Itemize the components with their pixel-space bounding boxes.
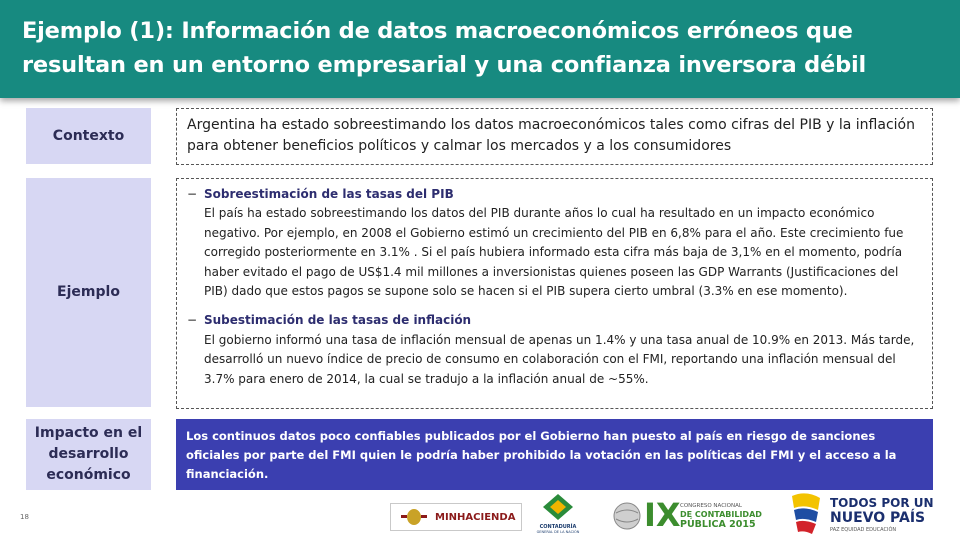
ejemplo-item-body: El país ha estado sobreestimando los datos del PIB durante años lo cual ha resultado en un impacto económico negativo. Por ejemplo, en 2008 el Gobierno estimó un crecimiento del PIB en 6,8% para el año. Este crecimiento fue corregido posteriormente en 3.1% . Si el país hubiera informado esta cifra más baja de 3,1% en el momento, podría haber evitado el pago de US$1.4 mil millones a inversionistas quienes poseen las GDP Warrants (Justificaciones del PIB) dado que estos pagos se supone solo se hacen si el PIB supera cierto umbral (3.3% en ese momento). — [204, 206, 904, 299]
ejemplo-item-inflacion — [187, 311, 922, 389]
congreso-line2: DE CONTABILIDAD — [680, 510, 762, 519]
colombia-flag-emblem-icon — [788, 492, 824, 536]
ejemplo-item-heading: Subestimación de las tasas de inflación — [204, 313, 472, 328]
congreso-line1: CONGRESO NACIONAL — [680, 503, 742, 509]
slide-title: Ejemplo (1): Información de datos macroeconómicos erróneos que resultan en un entorno empresarial y una confianza inversora débil — [22, 18, 867, 78]
impacto-box — [176, 419, 933, 490]
congreso-numeral: IX — [644, 496, 681, 534]
ejemplo-box — [176, 178, 933, 409]
contexto-label — [26, 108, 151, 164]
contaduria-emblem-icon — [543, 494, 573, 520]
ejemplo-item-body: El gobierno informó una tasa de inflación mensual de apenas un 1.4% y una tasa anual de 10.9% en 2013. Más tarde, desarrolló un nuevo índice de precio de consumo en colaboración con el FMI, reportando una inflación mensual del 3.7% para enero de 2014, la cual se tradujo a la inflación anual de ~55%. — [204, 332, 915, 386]
tpn-line1: TODOS POR UN — [830, 496, 934, 510]
contexto-label-text: Contexto — [52, 127, 125, 144]
slide-header — [0, 0, 960, 98]
ejemplo-list — [177, 179, 932, 389]
tpn-line3: PAZ EQUIDAD EDUCACIÓN — [830, 527, 897, 533]
impacto-text: Los continuos datos poco confiables publicados por el Gobierno han puesto al país en riesgo de sanciones oficiales por parte del FMI quien le podría haber prohibido la votación en las políticas del FMI y el acceso a la financiación. — [186, 429, 897, 481]
contexto-box — [176, 108, 933, 165]
ejemplo-label-text: Ejemplo — [57, 284, 120, 300]
coat-of-arms-icon — [399, 507, 429, 527]
contexto-text: Argentina ha estado sobreestimando los datos macroeconómicos tales como cifras del PIB y la inflación para obtener beneficios políticos y calmar los mercados y a los consumidores — [187, 117, 915, 154]
minhacienda-logo — [390, 503, 522, 531]
ejemplo-item-heading: Sobreestimación de las tasas del PIB — [204, 187, 454, 201]
minhacienda-text: MINHACIENDA — [435, 511, 516, 523]
dash-bullet: − — [187, 187, 198, 201]
contaduria-text: CONTADURÍA — [539, 524, 577, 530]
globe-icon — [612, 501, 642, 531]
congreso-logo — [612, 497, 762, 535]
impacto-label-text: Impacto en el desarrollo económico — [34, 425, 143, 483]
contaduria-subtext: GENERAL DE LA NACIÓN — [536, 530, 580, 534]
contaduria-logo — [533, 494, 583, 536]
todos-por-un-nuevo-pais-logo — [788, 492, 938, 538]
tpn-line2: NUEVO PAÍS — [830, 510, 926, 526]
ejemplo-label — [26, 178, 151, 407]
impacto-label — [26, 419, 151, 490]
congreso-line3: PÚBLICA 2015 — [680, 519, 756, 530]
page-number: 18 — [20, 513, 29, 521]
ejemplo-item-pib — [187, 185, 922, 301]
dash-bullet: − — [187, 313, 198, 328]
